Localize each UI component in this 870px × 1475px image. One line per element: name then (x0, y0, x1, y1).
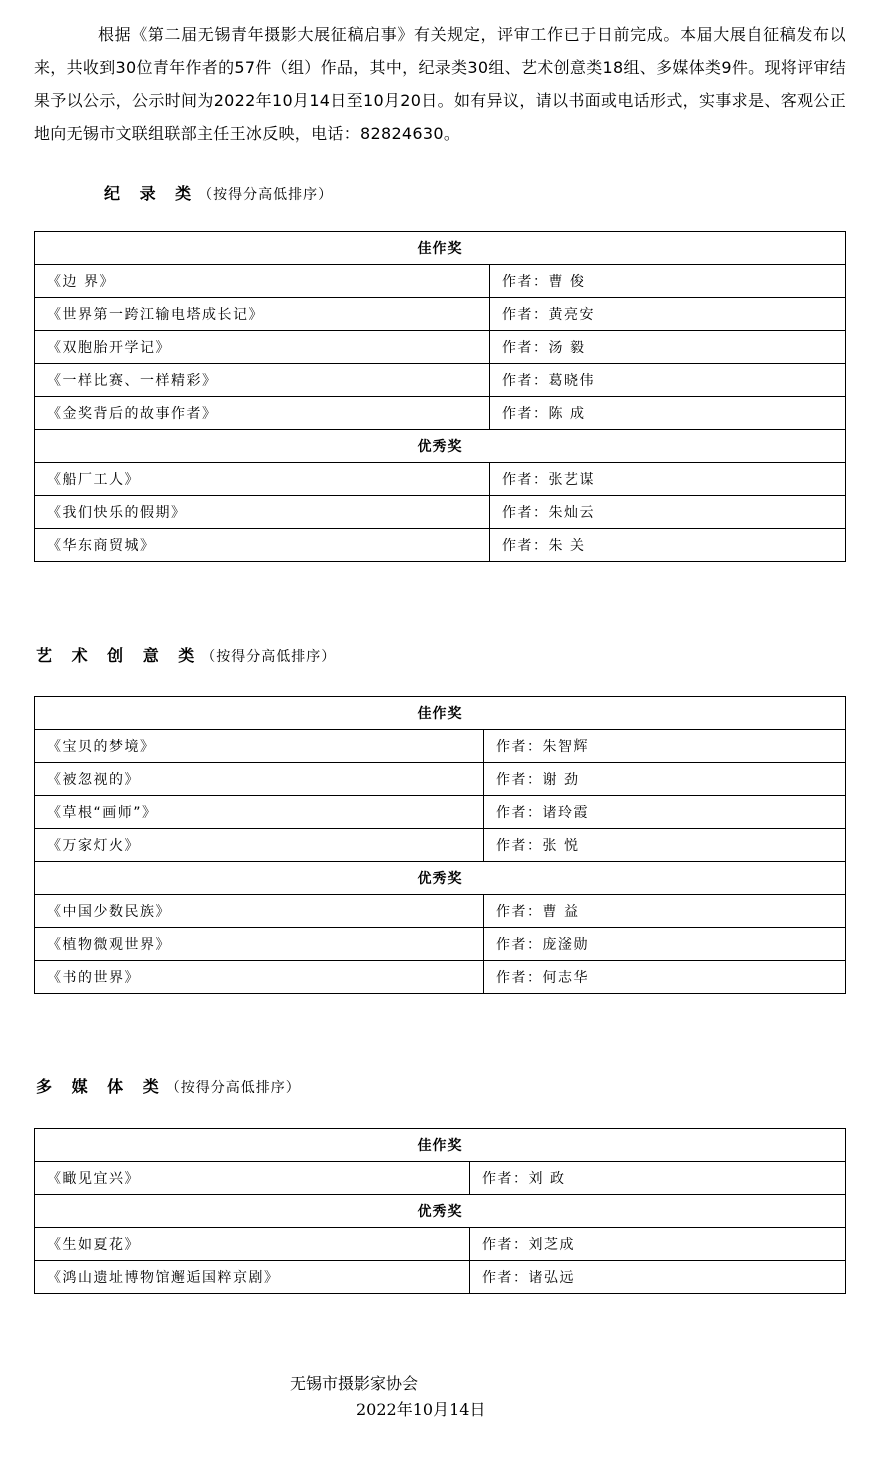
entry-author: 作者：刘芝成 (470, 1228, 846, 1261)
award-table-multimedia (34, 1128, 846, 1294)
table-row (35, 397, 846, 430)
entry-author: 作者：何志华 (484, 961, 846, 994)
entry-title: 《书的世界》 (35, 961, 484, 994)
category-heading-art (36, 643, 336, 666)
award-header-row (35, 232, 846, 265)
award-header: 优秀奖 (35, 1195, 846, 1228)
entry-title: 《被忽视的》 (35, 763, 484, 796)
table-row (35, 895, 846, 928)
entry-author: 作者：张 悦 (484, 829, 846, 862)
award-header-row (35, 430, 846, 463)
entry-title: 《中国少数民族》 (35, 895, 484, 928)
category-heading-multimedia (36, 1074, 301, 1097)
award-header-row (35, 697, 846, 730)
table-row (35, 829, 846, 862)
entry-author: 作者：诸弘远 (470, 1261, 846, 1294)
entry-author: 作者：黄亮安 (490, 298, 846, 331)
entry-title: 《双胞胎开学记》 (35, 331, 490, 364)
entry-author: 作者：张艺谋 (490, 463, 846, 496)
award-table-art (34, 696, 846, 994)
entry-author: 作者：朱灿云 (490, 496, 846, 529)
table-row (35, 928, 846, 961)
category-note: （按得分高低排序） (201, 649, 337, 665)
award-header-row (35, 1129, 846, 1162)
signature-org: 无锡市摄影家协会 (290, 1374, 419, 1393)
entry-author: 作者：曹 俊 (490, 265, 846, 298)
entry-author: 作者：朱智辉 (484, 730, 846, 763)
entry-title: 《我们快乐的假期》 (35, 496, 490, 529)
entry-title: 《瞰见宜兴》 (35, 1162, 470, 1195)
table-row (35, 364, 846, 397)
intro-paragraph: 根据《第二届无锡青年摄影大展征稿启事》有关规定，评审工作已于日前完成。本届大展自征稿发布以来，共收到30位青年作者的57件（组）作品，其中，纪录类30组、艺术创意类18组、多媒体类9件。现将评审结果予以公示，公示时间为2022年10月14日至10月20日。如有异议，请以书面或电话形式，实事求是、客观公正地向无锡市文联组联部主任王冰反映，电话：82824630。 (34, 25, 846, 143)
signature-date: 2022年10月14日 (356, 1400, 486, 1419)
entry-author: 作者：陈 成 (490, 397, 846, 430)
entry-title: 《鸿山遗址博物馆邂逅国粹京剧》 (35, 1261, 470, 1294)
entry-title: 《世界第一跨江输电塔成长记》 (35, 298, 490, 331)
entry-author: 作者：谢 劲 (484, 763, 846, 796)
table-row (35, 331, 846, 364)
award-header: 佳作奖 (35, 232, 846, 265)
entry-title: 《宝贝的梦境》 (35, 730, 484, 763)
award-header: 佳作奖 (35, 1129, 846, 1162)
entry-title: 《一样比赛、一样精彩》 (35, 364, 490, 397)
entry-author: 作者：诸玲霞 (484, 796, 846, 829)
category-name: 纪 录 类 (104, 184, 199, 203)
category-name: 多 媒 体 类 (36, 1077, 166, 1096)
entry-title: 《生如夏花》 (35, 1228, 470, 1261)
table-row (35, 796, 846, 829)
table-row (35, 298, 846, 331)
table-row (35, 1162, 846, 1195)
table-row (35, 1228, 846, 1261)
entry-title: 《万家灯火》 (35, 829, 484, 862)
table-row (35, 763, 846, 796)
entry-title: 《植物微观世界》 (35, 928, 484, 961)
award-header: 佳作奖 (35, 697, 846, 730)
category-note: （按得分高低排序） (165, 1080, 301, 1096)
entry-author: 作者：刘 政 (470, 1162, 846, 1195)
category-name: 艺 术 创 意 类 (36, 646, 202, 665)
entry-title: 《金奖背后的故事作者》 (35, 397, 490, 430)
entry-title: 《草根“画师”》 (35, 796, 484, 829)
entry-title: 《船厂工人》 (35, 463, 490, 496)
entry-author: 作者：庞滏勋 (484, 928, 846, 961)
award-table-documentary (34, 231, 846, 562)
entry-author: 作者：葛晓伟 (490, 364, 846, 397)
table-row (35, 730, 846, 763)
award-header: 优秀奖 (35, 862, 846, 895)
table-row (35, 265, 846, 298)
entry-title: 《边 界》 (35, 265, 490, 298)
entry-author: 作者：汤 毅 (490, 331, 846, 364)
entry-title: 《华东商贸城》 (35, 529, 490, 562)
entry-author: 作者：曹 益 (484, 895, 846, 928)
category-note: （按得分高低排序） (198, 187, 334, 203)
category-heading-documentary (104, 181, 333, 204)
table-row (35, 961, 846, 994)
table-row (35, 529, 846, 562)
award-header-row (35, 862, 846, 895)
award-header-row (35, 1195, 846, 1228)
table-row (35, 496, 846, 529)
award-header: 优秀奖 (35, 430, 846, 463)
entry-author: 作者：朱 关 (490, 529, 846, 562)
table-row (35, 463, 846, 496)
table-row (35, 1261, 846, 1294)
